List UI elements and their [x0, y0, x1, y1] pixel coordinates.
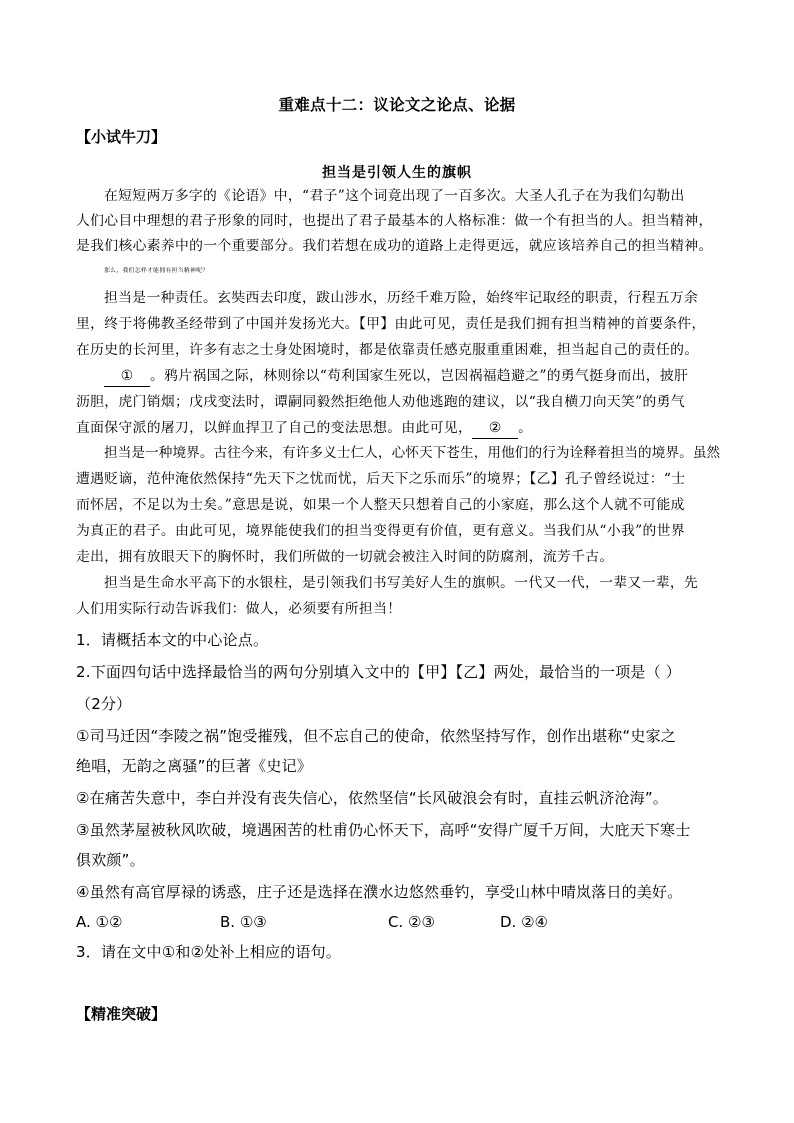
section-heading-breakthrough: 【精准突破】: [76, 1005, 167, 1023]
option-sentence-1-cont: 绝唱，无韵之离骚”的巨著《史记》: [76, 757, 312, 775]
option-sentence-2: ②在痛苦失意中，李白并没有丧失信心，依然坚信“长风破浪会有时，直挂云帆济沧海”。: [76, 789, 668, 807]
article-line: 为真正的君子。由此可见，境界能使我们的担当变得更有价值，更有意义。当我们从“小我”的世界: [76, 523, 685, 539]
article-line: 在历史的长河里，许多有志之士身处困境时，都是依靠责任感克服重重困难，担当起自己的责任的。: [76, 342, 699, 358]
page-title: 重难点十二：议论文之论点、论据: [278, 96, 516, 114]
question-3: 3．请在文中①和②处补上相应的语句。: [76, 943, 342, 961]
article-line: 是我们核心素养中的一个重要部分。我们若想在成功的道路上走得更远，就应该培养自己的担当精神。: [76, 238, 713, 254]
article-line: 人们心目中理想的君子形象的同时，也提出了君子最基本的人格标准：做一个有担当的人。担当精神，: [76, 213, 713, 229]
question-2-score: （2分）: [76, 695, 132, 713]
article-line: 人们用实际行动告诉我们：做人，必须要有所担当！: [76, 601, 402, 617]
fill-blank-1: ①: [104, 366, 150, 387]
fill-blank-2: ②: [472, 418, 518, 439]
article-line: 而怀居，不足以为士矣。”意思是说，如果一个人整天只想着自己的小家庭，那么这个人就不可能成: [76, 497, 685, 513]
section-heading-practice: 【小试牛刀】: [76, 128, 167, 146]
option-sentence-1: ①司马迁因“李陵之祸”饱受摧残，但不忘自己的使命，依然坚持写作，创作出堪称“史家之: [76, 727, 676, 745]
choice-c: C. ②③: [388, 913, 435, 931]
article-line: 直面保守派的屠刀，以鲜血捍卫了自己的变法思想。由此可见， ② 。: [76, 418, 721, 439]
choice-d: D. ②④: [500, 913, 548, 931]
option-sentence-3: ③虽然茅屋被秋风吹破，境遇困苦的杜甫仍心怀天下，高呼“安得广厦千万间，大庇天下寒士: [76, 821, 691, 839]
article-line: 在短短两万多字的《论语》中，“君子”这个词竟出现了一百多次。大圣人孔子在为我们勾勒出: [104, 188, 685, 204]
question-1: 1．请概括本文的中心论点。: [76, 631, 269, 649]
article-line: 沥胆，虎门销烟；戊戌变法时，谭嗣同毅然拒绝他人劝他逃跑的建议，以“我自横刀向天笑”的勇气: [76, 394, 685, 410]
article-line: 担当是一种责任。玄奘西去印度，跋山涉水，历经千难万险，始终牢记取经的职责，行程五万余: [104, 290, 699, 306]
article-line: ① 。鸦片祸国之际，林则徐以“苟利国家生死以，岂因祸福趋避之”的勇气挺身而出，披肝: [76, 366, 721, 387]
question-2: 2.下面四句话中选择最恰当的两句分别填入文中的【甲】【乙】两处，最恰当的一项是（ ）: [76, 663, 681, 681]
article-line: 里，终于将佛教圣经带到了中国并发扬光大。【甲】由此可见，责任是我们拥有担当精神的首要条件，: [76, 316, 706, 332]
article-line: 担当是生命水平高下的水银柱，是引领我们书写美好人生的旗帜。一代又一代，一辈又一辈，先: [104, 575, 699, 591]
article-line: 走出，拥有放眼天下的胸怀时，我们所做的一切就会被注入时间的防腐剂，流芳千古。: [76, 549, 614, 565]
option-sentence-4: ④虽然有高官厚禄的诱惑，庄子还是选择在濮水边悠然垂钓，享受山林中晴岚落日的美好。: [76, 883, 683, 901]
option-sentence-3-cont: 俱欢颜”。: [76, 851, 145, 869]
article-line: 那么，我们怎样才能拥有担当精神呢？: [104, 268, 209, 274]
article-line: 担当是一种境界。古往今来，有许多义士仁人，心怀天下苍生，用他们的行为诠释着担当的境界。虽然: [104, 445, 721, 461]
article-line: 遭遇贬谪，范仲淹依然保持“先天下之忧而忧，后天下之乐而乐”的境界；【乙】孔子曾经说过：“士: [76, 471, 686, 487]
choice-a: A. ①②: [76, 913, 123, 931]
article-title: 担当是引领人生的旗帜: [322, 165, 472, 181]
choice-b: B. ①③: [220, 913, 267, 931]
